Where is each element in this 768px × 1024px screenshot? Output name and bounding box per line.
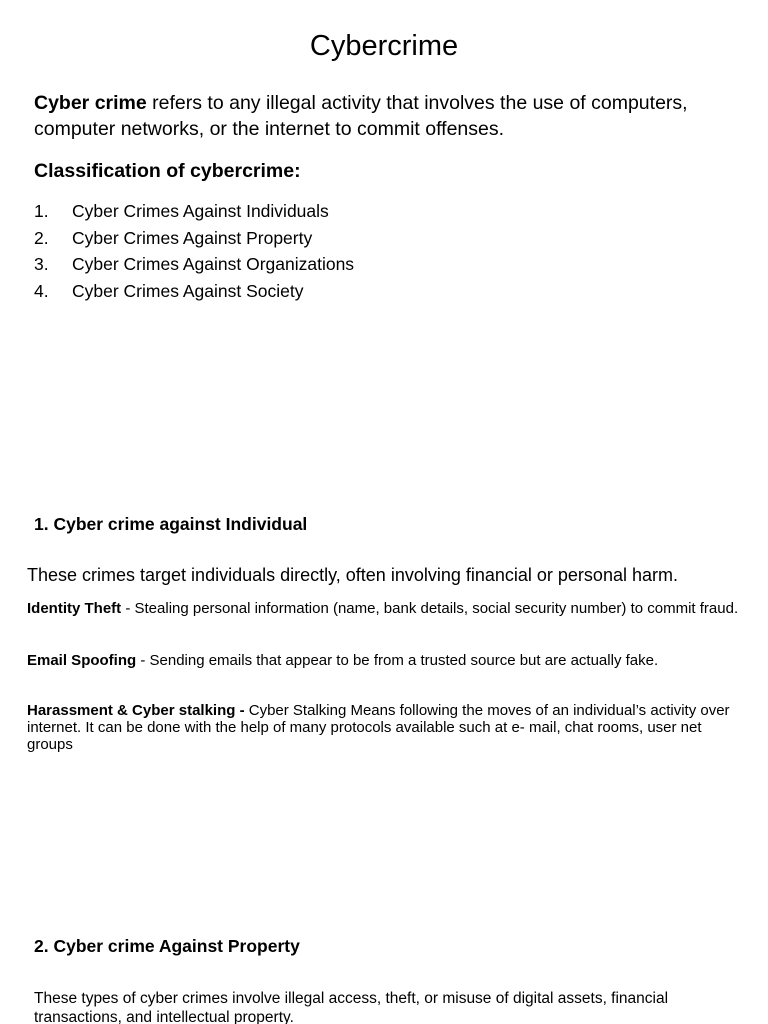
section2-heading: 2. Cyber crime Against Property bbox=[34, 936, 300, 956]
intro-paragraph bbox=[34, 90, 744, 142]
list-item-number: 1. bbox=[34, 201, 49, 221]
list-item-label: Cyber Crimes Against Organizations bbox=[72, 254, 355, 274]
section1-intro: These crimes target individuals directly, often involving financial or personal harm. bbox=[27, 565, 678, 585]
section1-heading: 1. Cyber crime against Individual bbox=[34, 514, 308, 534]
page-title: Cybercrime bbox=[309, 30, 459, 62]
classification-heading: Classification of cybercrime: bbox=[34, 160, 301, 182]
list-item-number: 2. bbox=[34, 227, 49, 248]
section2-intro: These types of cyber crimes involve illegal access, theft, or misuse of digital assets, financial transactions, and intellectual property. bbox=[34, 990, 669, 1024]
classification-list bbox=[34, 198, 354, 304]
list-item bbox=[34, 251, 354, 278]
section1-entry-harassment bbox=[27, 702, 739, 753]
intro-term: Cyber crime bbox=[34, 92, 147, 114]
list-item-label: Cyber Crimes Against Society bbox=[72, 280, 304, 301]
list-item-label: Cyber Crimes Against Property bbox=[72, 227, 313, 248]
list-item-label: Cyber Crimes Against Individuals bbox=[72, 201, 329, 221]
list-item-number: 3. bbox=[34, 254, 49, 274]
entry-text: Cyber Stalking Means following the moves of an individual’s activity over internet. It can be done with the help of many protocols available such at e- mail, chat rooms, user net groups bbox=[27, 702, 730, 753]
entry-term: Harassment & Cyber stalking - bbox=[27, 702, 249, 719]
list-item-number: 4. bbox=[34, 280, 49, 301]
entry-term: Identity Theft bbox=[27, 600, 122, 617]
entry-term: Email Spoofing bbox=[27, 652, 137, 669]
list-item bbox=[34, 278, 354, 305]
intro-text: refers to any illegal activity that involves the use of computers, computer networks, or the internet to commit offenses. bbox=[34, 92, 688, 140]
entry-text: - Stealing personal information (name, bank details, social security number) to commit fraud. bbox=[121, 600, 739, 617]
section1-entry-identity-theft bbox=[27, 600, 739, 617]
list-item bbox=[34, 198, 354, 225]
section1-entry-email-spoofing bbox=[27, 652, 739, 669]
entry-text: - Sending emails that appear to be from a trusted source but are actually fake. bbox=[136, 652, 659, 669]
list-item bbox=[34, 225, 354, 252]
